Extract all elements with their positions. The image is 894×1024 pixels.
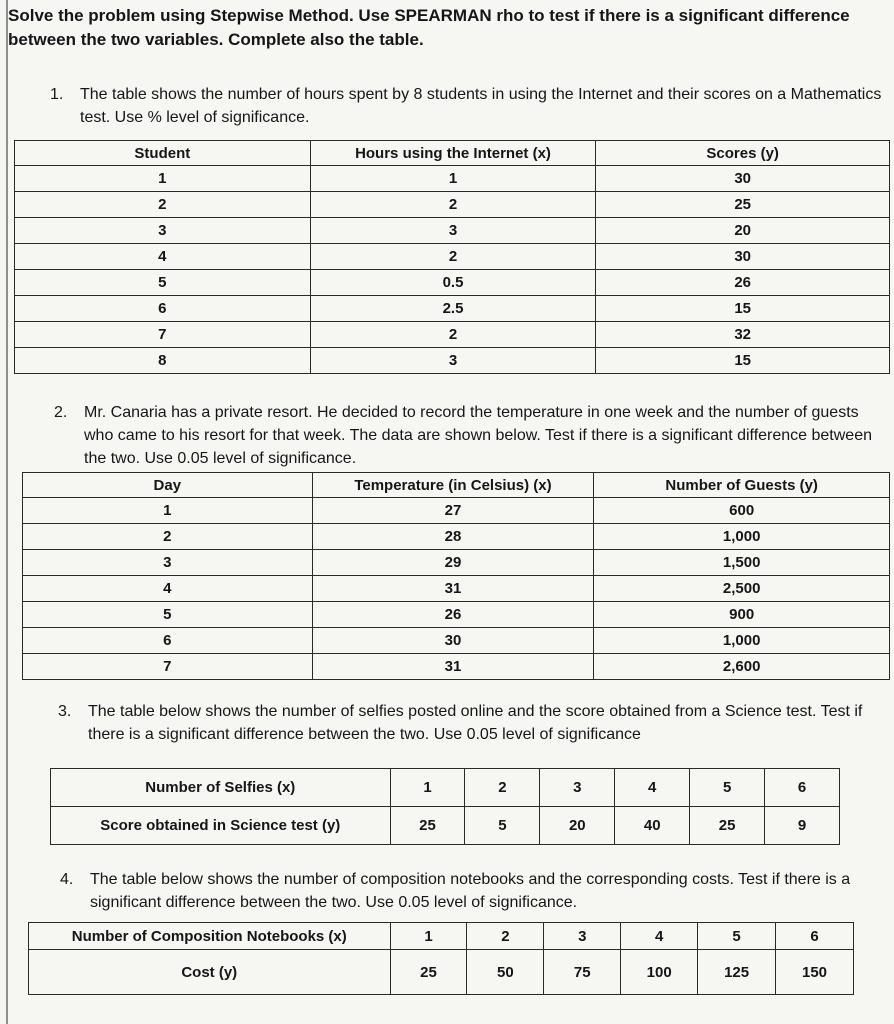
table-row [15,270,890,296]
cell: 8 [15,348,311,374]
cell: 30 [596,244,890,270]
problem-1-text: The table shows the number of hours spent by 8 students in using the Internet and their scores on a Mathematics test. Use % level of significance. [80,86,882,126]
cell: 6 [15,296,311,322]
cell: 75 [544,950,621,995]
instructions: Solve the problem using Stepwise Method. Use SPEARMAN rho to test if there is a significant difference between the two variables. Complete also the table. [8,6,850,49]
cell: 29 [312,550,594,576]
cell: 26 [312,602,594,628]
cell: 5 [23,602,313,628]
problem-2-number: 2. [54,404,68,421]
cell: 1 [310,166,596,192]
table-4 [28,922,854,995]
problem-4-number: 4. [60,871,74,888]
cell: 4 [23,576,313,602]
table-1-header [15,141,890,166]
table-2-header [23,473,890,498]
cell: 2.5 [310,296,596,322]
cell: 1,500 [594,550,890,576]
page-edge-line [6,0,8,1024]
cell: 5 [465,807,540,845]
cell: 2 [465,769,540,807]
cell: 100 [621,950,698,995]
cell: 5 [698,923,776,950]
problem-1-number: 1. [50,86,64,103]
table-2 [22,472,890,680]
cell: 6 [23,628,313,654]
cell: 6 [765,769,840,807]
header-guests: Number of Guests (y) [594,473,890,498]
header-temperature: Temperature (in Celsius) (x) [312,473,594,498]
cell: 30 [312,628,594,654]
cell: 1 [390,769,465,807]
cell: 15 [596,348,890,374]
cell: 40 [615,807,690,845]
cell: 7 [23,654,313,680]
cell: 600 [594,498,890,524]
cell: 30 [596,166,890,192]
cell: 125 [698,950,776,995]
table-4-y-row [29,950,854,995]
cell: 150 [776,950,854,995]
table-row [23,576,890,602]
table-row [23,524,890,550]
table-row [15,192,890,218]
table-row [23,654,890,680]
cell: 2 [310,322,596,348]
cell: 2 [23,524,313,550]
table-3-x-row [51,769,840,807]
cell: 0.5 [310,270,596,296]
cell: 25 [690,807,765,845]
table-row [23,550,890,576]
cell: 3 [310,348,596,374]
table-row [15,322,890,348]
cell: 1 [15,166,311,192]
header-student: Student [15,141,311,166]
problem-1 [50,83,890,129]
cell: 3 [23,550,313,576]
cell: 4 [621,923,698,950]
cell: 2 [15,192,311,218]
cell: 20 [540,807,615,845]
cell: 50 [467,950,544,995]
cell: 2 [310,192,596,218]
problem-4 [60,868,890,914]
table-row [23,602,890,628]
table-row [23,628,890,654]
problem-3 [58,700,890,746]
cell: 3 [540,769,615,807]
table-row [15,166,890,192]
cell: 1,000 [594,524,890,550]
problem-2-text: Mr. Canaria has a private resort. He decided to record the temperature in one week and the number of guests who came to his resort for that week. The data are shown below. Test if there is a significant difference between the two. Use 0.05 level of significance. [84,404,872,467]
cell: 1 [390,923,467,950]
table-row [15,218,890,244]
cell: 1,000 [594,628,890,654]
row-label-notebooks: Number of Composition Notebooks (x) [29,923,391,950]
cell: 25 [596,192,890,218]
cell: 2 [467,923,544,950]
cell: 5 [15,270,311,296]
cell: 1 [23,498,313,524]
cell: 9 [765,807,840,845]
problem-3-number: 3. [58,703,72,720]
table-row [15,348,890,374]
cell: 7 [15,322,311,348]
cell: 27 [312,498,594,524]
row-label-cost: Cost (y) [29,950,391,995]
row-label-science-score: Score obtained in Science test (y) [51,807,391,845]
cell: 28 [312,524,594,550]
cell: 25 [390,807,465,845]
cell: 2,500 [594,576,890,602]
problem-2 [54,401,890,470]
cell: 3 [15,218,311,244]
cell: 2,600 [594,654,890,680]
table-3-y-row [51,807,840,845]
cell: 3 [310,218,596,244]
cell: 2 [310,244,596,270]
row-label-selfies: Number of Selfies (x) [51,769,391,807]
table-row [15,244,890,270]
cell: 31 [312,654,594,680]
table-4-x-row [29,923,854,950]
cell: 15 [596,296,890,322]
table-1 [14,140,890,374]
cell: 3 [544,923,621,950]
cell: 5 [690,769,765,807]
cell: 6 [776,923,854,950]
cell: 26 [596,270,890,296]
cell: 31 [312,576,594,602]
cell: 4 [15,244,311,270]
problem-4-text: The table below shows the number of composition notebooks and the corresponding costs. Test if there is a significant difference between the two. Use 0.05 level of significance. [90,871,851,911]
cell: 25 [390,950,467,995]
table-row [15,296,890,322]
cell: 900 [594,602,890,628]
problem-3-text: The table below shows the number of selfies posted online and the score obtained from a Science test. Test if there is a significant difference between the two. Use 0.05 level of significance [88,703,863,743]
cell: 4 [615,769,690,807]
header-hours: Hours using the Internet (x) [310,141,596,166]
table-row [23,498,890,524]
header-scores: Scores (y) [596,141,890,166]
header-day: Day [23,473,313,498]
cell: 20 [596,218,890,244]
table-3 [50,768,840,845]
cell: 32 [596,322,890,348]
